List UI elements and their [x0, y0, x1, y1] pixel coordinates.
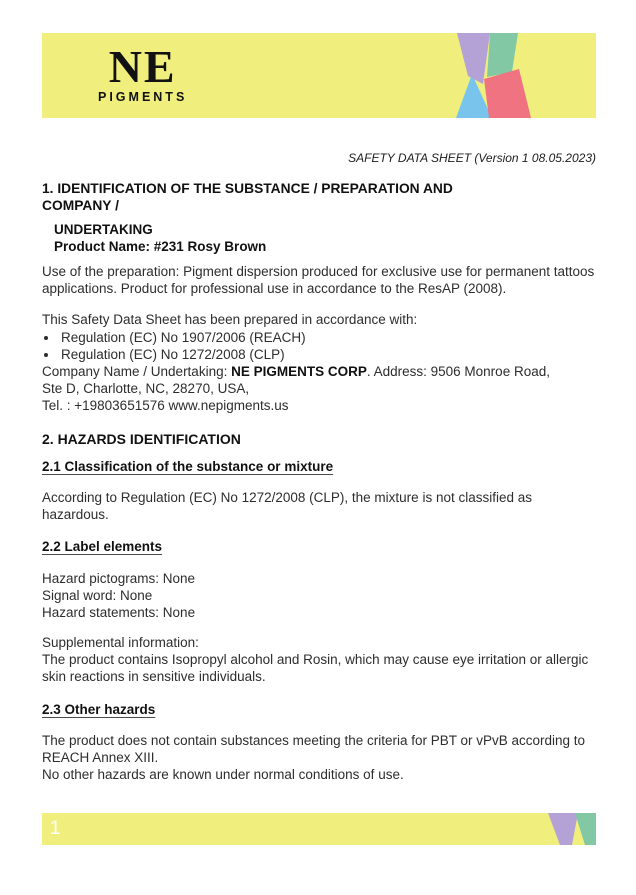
product-name-line: Product Name: #231 Rosy Brown — [54, 239, 267, 254]
section2-1-heading: 2.1 Classification of the substance or mixture — [42, 459, 334, 474]
section2-heading: 2. HAZARDS IDENTIFICATION — [42, 431, 241, 447]
footer-band — [42, 813, 596, 845]
hazard-statements-line: Hazard statements: None — [42, 605, 196, 620]
use-of-preparation-paragraph: Use of the preparation: Pigment dispersion produced for exclusive use for permanent tattoos applications. Product for professional use in accordance to the ResAP (2008). — [42, 264, 595, 296]
company-line — [42, 363, 596, 380]
supplemental-block — [42, 634, 596, 685]
label-elements-block — [42, 570, 596, 621]
document-body — [42, 150, 596, 783]
other-hazards-text1: The product does not contain substances meeting the criteria for PBT or vPvB according to REACH Annex XIII. — [42, 733, 586, 765]
hazard-pictograms-line: Hazard pictograms: None — [42, 571, 196, 586]
supplemental-label: Supplemental information: — [42, 635, 199, 650]
page-number: 1 — [50, 818, 61, 839]
signal-word-line: Signal word: None — [42, 588, 153, 603]
supplemental-text: The product contains Isopropyl alcohol and Rosin, which may cause eye irritation or allergic skin reactions in sensitive individuals. — [42, 652, 589, 684]
company-tel-line: Tel. : +19803651576 www.nepigments.us — [42, 398, 289, 413]
footer-triangles-graphic — [546, 813, 596, 845]
company-label: Company Name / Undertaking: — [42, 364, 232, 379]
header-triangles-graphic — [447, 33, 577, 118]
brand-logo-primary: NE — [108, 41, 177, 92]
other-hazards-text2: No other hazards are known under normal conditions of use. — [42, 767, 404, 782]
section2-2-heading: 2.2 Label elements — [42, 539, 163, 554]
section2-3-heading: 2.3 Other hazards — [42, 702, 156, 717]
regulation-item: • Regulation (EC) No 1907/2006 (REACH) — [59, 329, 596, 346]
regulation-item: • Regulation (EC) No 1272/2008 (CLP) — [59, 346, 596, 363]
brand-logo-secondary: PIGMENTS — [98, 90, 188, 104]
header-band — [42, 33, 596, 118]
other-hazards-block — [42, 732, 596, 783]
company-address: . Address: 9506 Monroe Road, — [366, 364, 550, 379]
company-info-block — [42, 363, 596, 414]
section1-heading — [42, 180, 596, 214]
regulations-list — [42, 329, 596, 363]
sds-version-note: SAFETY DATA SHEET (Version 1 08.05.2023) — [348, 151, 596, 165]
section1-subheading: UNDERTAKING — [54, 222, 153, 237]
section1-heading-line1: 1. IDENTIFICATION OF THE SUBSTANCE / PREPARATION AND — [42, 181, 453, 196]
brand-logo — [98, 41, 188, 104]
section1-heading-line2: COMPANY / — [42, 198, 119, 213]
company-address-line2: Ste D, Charlotte, NC, 28270, USA, — [42, 381, 250, 396]
prepared-intro-line: This Safety Data Sheet has been prepared in accordance with: — [42, 312, 418, 327]
company-name: NE PIGMENTS CORP — [231, 364, 367, 379]
classification-paragraph: According to Regulation (EC) No 1272/2008 (CLP), the mixture is not classified as hazardous. — [42, 490, 532, 522]
